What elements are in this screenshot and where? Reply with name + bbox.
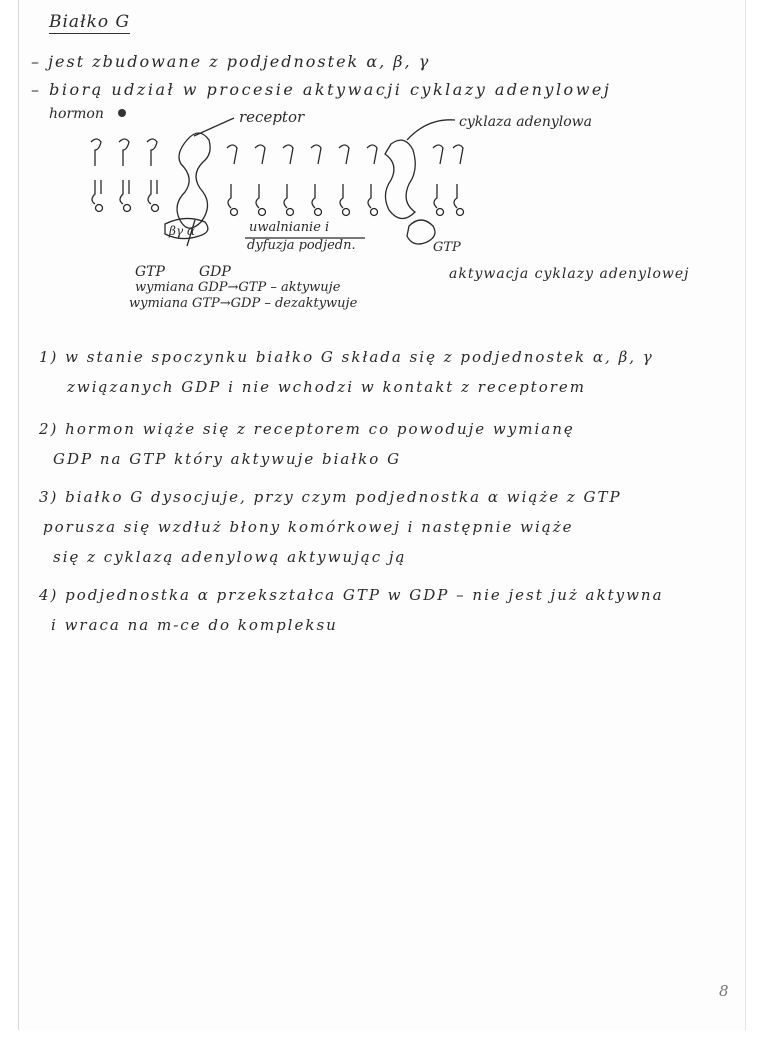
step-4-line-1: 4) podjednostka α przekształca GTP w GDP – nie jest już aktywna <box>39 586 664 604</box>
step-1 <box>39 342 654 402</box>
exchange-activate-label: wymiana GDP→GTP – aktywuje <box>135 280 341 295</box>
activation-label: aktywacja cyklazy adenylowej <box>449 266 690 282</box>
step-3 <box>39 482 622 572</box>
step-3-line-3: się z cyklazą adenylową aktywując ją <box>53 548 407 566</box>
alpha-subunit-released <box>407 220 435 244</box>
lipid-group-right <box>433 145 464 216</box>
step-2-line-2: GDP na GTP który aktywuje białko G <box>53 450 402 468</box>
hormone-dot <box>118 109 126 117</box>
lipid-group-middle <box>227 145 378 216</box>
g-protein-diagram <box>49 100 729 324</box>
release-label-1: uwalnianie i <box>249 220 330 235</box>
page-number: 8 <box>719 982 729 1000</box>
release-label-2: dyfuzja podjedn. <box>247 238 356 253</box>
cyclase-label: cyklaza adenylowa <box>459 114 592 130</box>
gtp-right-label: GTP <box>433 240 461 255</box>
step-1-line-2: związanych GDP i nie wchodzi w kontakt z receptorem <box>67 378 587 396</box>
step-1-line-1: 1) w stanie spoczynku białko G składa się z podjednostek α, β, γ <box>39 348 654 366</box>
step-3-line-1: 3) białko G dysocjuje, przy czym podjednostka α wiąże z GTP <box>39 488 622 506</box>
step-3-line-2: porusza się wzdłuż błony komórkowej i następnie wiąże <box>43 518 574 536</box>
page-title: Białko G <box>49 12 131 32</box>
lipid-group-left <box>91 139 159 212</box>
gdp-left-label: GDP <box>199 264 231 280</box>
gtp-left-label: GTP <box>135 264 165 280</box>
step-2 <box>39 414 575 474</box>
intro-line-2: – biorą udział w procesie aktywacji cyklazy adenylowej <box>31 80 612 99</box>
step-4 <box>39 580 664 640</box>
subunits-label: βγ α <box>169 224 196 238</box>
cyclase-shape <box>385 140 415 218</box>
hormone-label: hormon <box>49 106 104 122</box>
step-4-line-2: i wraca na m-ce do kompleksu <box>51 616 338 634</box>
receptor-label: receptor <box>239 108 305 126</box>
receptor-shape <box>177 133 210 228</box>
notebook-page <box>18 0 746 1030</box>
step-2-line-1: 2) hormon wiąże się z receptorem co powoduje wymianę <box>39 420 575 438</box>
intro-line-1: – jest zbudowane z podjednostek α, β, γ <box>31 52 431 71</box>
exchange-deactivate-label: wymiana GTP→GDP – dezaktywuje <box>129 296 358 311</box>
